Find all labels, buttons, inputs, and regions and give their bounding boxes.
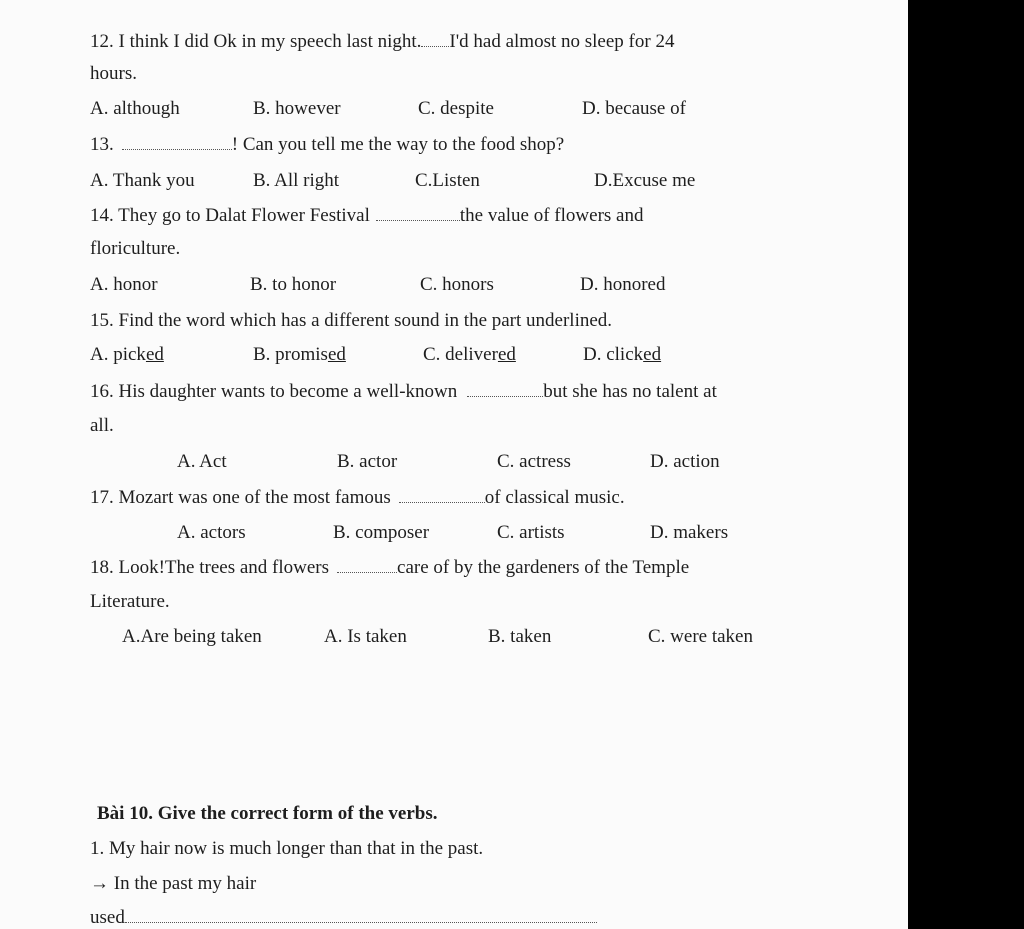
q18-option-a: A.Are being taken: [122, 626, 262, 647]
q13-option-b: B. All right: [253, 170, 340, 191]
q16-option-d: D. action: [650, 451, 720, 472]
q14-option-b: B. to honor: [250, 274, 337, 295]
question-16-stem-cont: all.: [90, 415, 114, 436]
question-14-stem-cont: floriculture.: [90, 238, 181, 259]
q14-option-a: A. honor: [90, 274, 158, 295]
question-17-stem: 17. Mozart was one of the most famous of classical music.: [90, 487, 625, 508]
question-18-stem-cont: Literature.: [90, 591, 170, 612]
q13-option-d: D.Excuse me: [594, 170, 696, 191]
q13-option-c: C.Listen: [415, 170, 480, 191]
answer-blank: [122, 133, 232, 150]
q16-option-a: A. Act: [177, 451, 227, 472]
q15-option-c: C. delivered: [423, 344, 516, 365]
q16-option-c: C. actress: [497, 451, 571, 472]
question-18-stem: 18. Look!The trees and flowers care of by the gardeners of the Temple: [90, 557, 690, 578]
q12-option-b: B. however: [253, 98, 341, 119]
question-12-stem-cont: hours.: [90, 63, 137, 84]
question-12-stem: 12. I think I did Ok in my speech last night. I'd had almost no sleep for 24: [90, 31, 675, 52]
q14-option-d: D. honored: [580, 274, 666, 295]
q18-option-b: B. taken: [488, 626, 552, 647]
q17-option-c: C. artists: [497, 522, 565, 543]
question-15-stem: 15. Find the word which has a different sound in the part underlined.: [90, 310, 613, 331]
q13-option-a: A. Thank you: [90, 170, 195, 191]
answer-blank: [467, 380, 543, 397]
q12-option-d: D. because of: [582, 98, 686, 119]
q17-option-b: B. composer: [333, 522, 430, 543]
q17-option-d: D. makers: [650, 522, 729, 543]
question-14-stem: 14. They go to Dalat Flower Festival the value of flowers and: [90, 205, 644, 226]
question-13-stem: 13. ! Can you tell me the way to the food shop?: [90, 134, 565, 155]
q16-option-b: B. actor: [337, 451, 398, 472]
q18-option-a2: A. Is taken: [324, 626, 407, 647]
q12-option-a: A. although: [90, 98, 180, 119]
q12-option-c: C. despite: [418, 98, 494, 119]
answer-blank: [125, 906, 597, 923]
black-side-margin: [908, 0, 1024, 929]
answer-blank: [376, 204, 460, 221]
answer-blank: [399, 486, 485, 503]
q17-option-a: A. actors: [177, 522, 246, 543]
question-16-stem: 16. His daughter wants to become a well-known but she has no talent at: [90, 381, 717, 402]
q15-option-d: D. clicked: [583, 344, 662, 365]
section-10-item-1: 1. My hair now is much longer than that in the past.: [90, 838, 484, 859]
section-10-used-line: used: [90, 906, 597, 929]
q15-option-a: A. picked: [90, 344, 164, 365]
section-10-heading: Bài 10. Give the correct form of the verbs.: [97, 803, 438, 824]
q18-option-c: C. were taken: [648, 626, 753, 647]
section-10-rewrite-prompt: → In the past my hair: [90, 873, 257, 894]
q14-option-c: C. honors: [420, 274, 494, 295]
q15-option-b: B. promised: [253, 344, 346, 365]
answer-blank: [421, 30, 449, 47]
answer-blank: [337, 556, 397, 573]
